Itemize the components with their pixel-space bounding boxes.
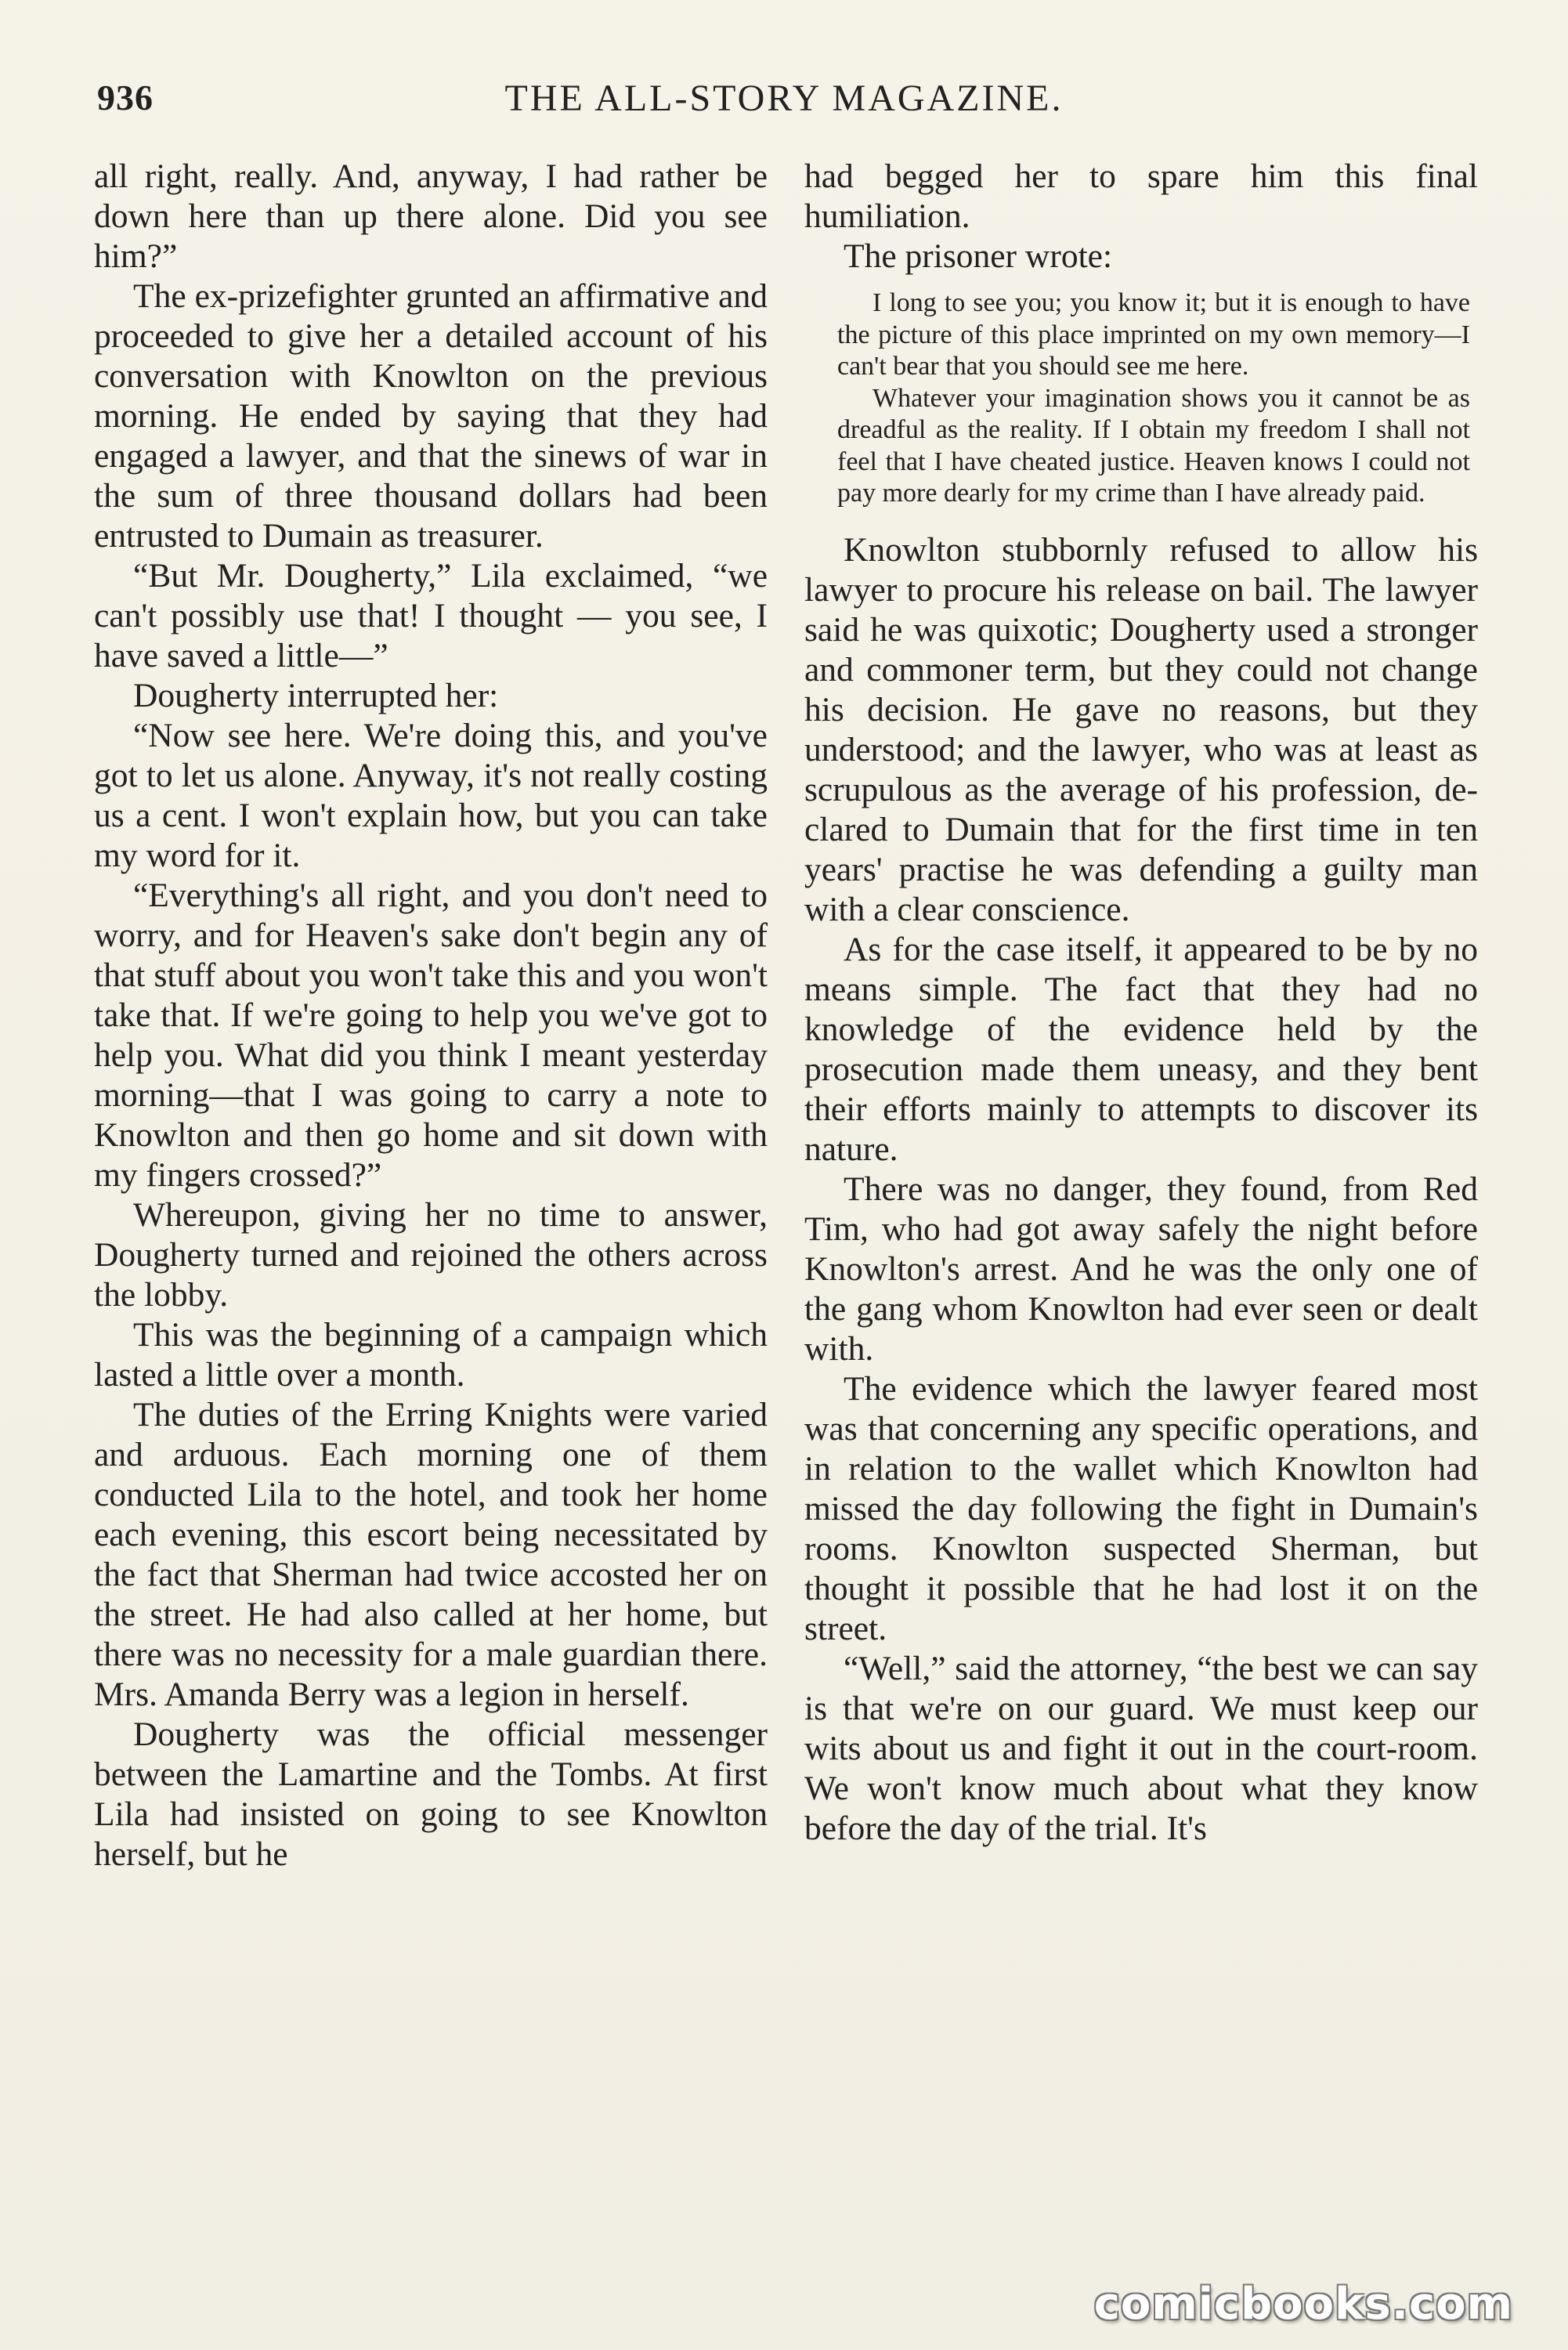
page-header: [94, 70, 1474, 125]
paragraph: all right, really. And, anyway, I had rather be down here than up there alone. Did you see him?”: [94, 157, 768, 275]
paragraph: Dougherty interrupted her:: [133, 677, 499, 714]
paragraph: “Everything's all right, and you don't need to worry, and for Heaven's sake don't begin any of that stuff about you won't take this and you won't take that. If we're going to help you we've got to help you. What did you think I meant yesterday morning—that I was going to carry a note to Knowlton and then go home and sit down with my fingers crossed?”: [94, 877, 768, 1194]
paragraph: As for the case itself, it appeared to be by no means simple. The fact that they had no knowledge of the evidence held by the prosecution made them uneasy, and they bent their efforts mainly to attempts to discover its nature.: [804, 930, 1478, 1168]
paragraph: “Now see here. We're doing this, and you've got to let us alone. Anyway, it's not really costing us a cent. I won't explain how, but you can take my word for it.: [94, 717, 768, 874]
paragraph: “But Mr. Dougherty,” Lila exclaimed, “we can't possibly use that! I thought — you see, I have saved a little—”: [94, 557, 768, 674]
paragraph: This was the beginning of a campaign which lasted a little over a month.: [94, 1316, 768, 1394]
left-column: [94, 157, 768, 1875]
paragraph: The duties of the Erring Knights were varied and arduous. Each morning one of them conducted Lila to the hotel, and took her home each evening, this escort being necessitated by the fact that Sherman had twice accosted her on the street. He had also called at her home, but there was no necessity for a male guardian there. Mrs. Amanda Berry was a legion in herself.: [94, 1396, 768, 1713]
page-number: 936: [97, 78, 154, 118]
paragraph: There was no danger, they found, from Red Tim, who had got away safely the night before Knowlton's arrest. And he was the only one of the gang whom Knowlton had ever seen or dealt with.: [804, 1170, 1478, 1368]
paragraph: had begged her to spare him this final humiliation.: [804, 157, 1478, 235]
running-title: THE ALL-STORY MAGAZINE.: [504, 78, 1064, 119]
paragraph: Dougherty was the official messenger between the Lamartine and the Tombs. At first Lila had insisted on going to see Knowlton herself, but he: [94, 1716, 768, 1873]
paragraph: The evidence which the lawyer feared most was that concerning any specific operations, and in relation to the wallet which Knowlton had missed the day following the fight in Dumain's rooms. Knowlton suspected Sherman, but thought it possible that he had lost it on the street.: [804, 1369, 1478, 1647]
paragraph: The ex-prizefighter grunted an affirmative and proceeded to give her a detailed account of his conversation with Knowlton on the previous morning. He ended by saying that they had engaged a lawyer, and that the sinews of war in the sum of three thousand dollars had been entrusted to Dumain as treasurer.: [94, 277, 768, 555]
paragraph: Whereupon, giving her no time to answer, Dougherty turned and rejoined the others across the lobby.: [94, 1196, 768, 1314]
quote-paragraph: Whatever your imagination shows you it cannot be as dreadful as the reality. If I obtain my freedom I shall not feel that I have cheated justice. Heaven knows I could not pay more dearly for my crime than I have already paid.: [837, 383, 1470, 508]
right-column: [804, 157, 1478, 1849]
quote-paragraph: I long to see you; you know it; but it is enough to have the picture of this place imprinted on my own memory—I can't bear that you should see me here.: [837, 288, 1470, 381]
paragraph: The prisoner wrote:: [844, 237, 1113, 275]
paragraph: “Well,” said the attorney, “the best we can say is that we're on our guard. We must keep our wits about us and fight it out in the court-room. We won't know much about what they know before the day of the trial. It's: [804, 1649, 1478, 1847]
letter-quote: [837, 287, 1478, 510]
paragraph: Knowlton stubbornly refused to allow his lawyer to procure his release on bail. The lawyer said he was quixotic; Dougherty used a stronger and commoner term, but they could not change his decision. He gave no reasons, but they understood; and the lawyer, who was at least as scrupulous as the average of his profession, declared to Dumain that for the first time in ten years' practise he was defending a guilty man with a clear conscience.: [804, 530, 1478, 928]
site-watermark: comicbooks.com: [1093, 2279, 1513, 2330]
